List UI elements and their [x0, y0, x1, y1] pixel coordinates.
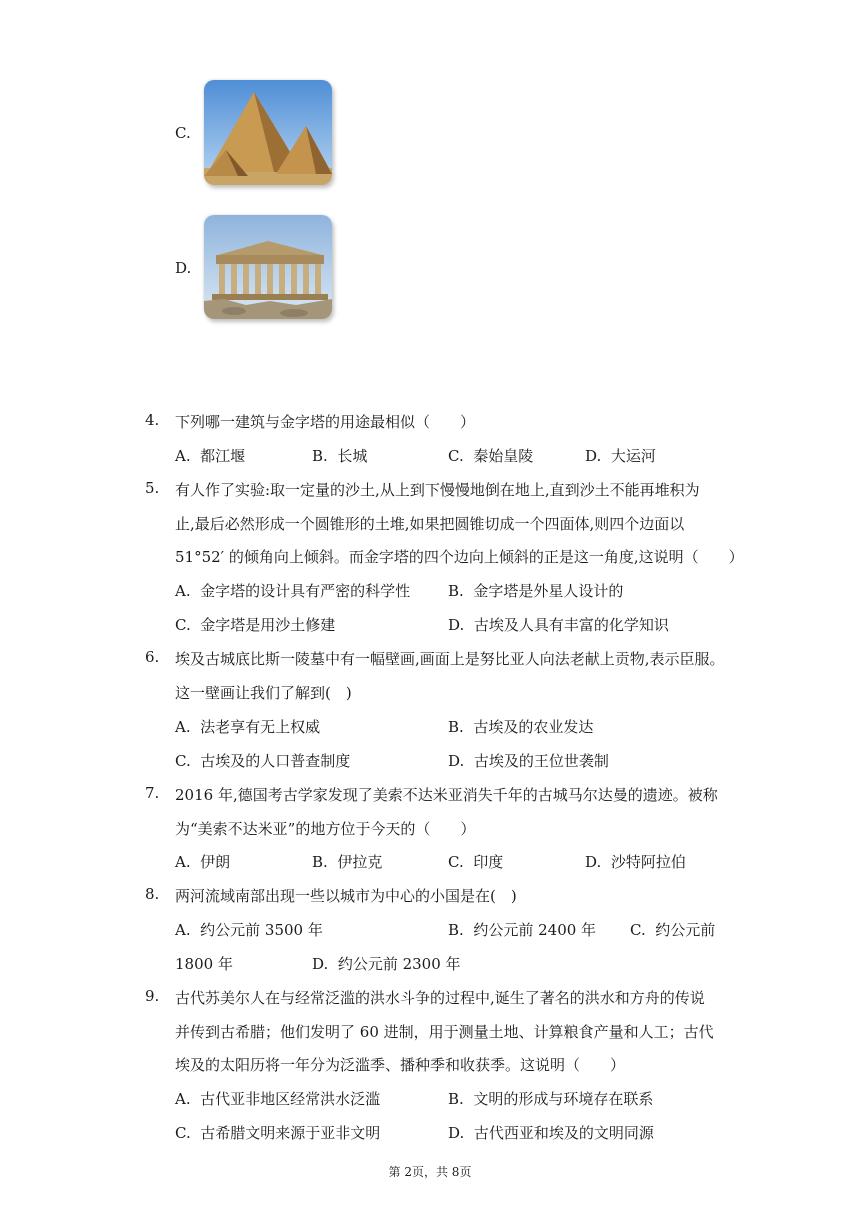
option-letter-c: C.: [175, 124, 191, 142]
option-b: B. 长城: [312, 447, 368, 465]
option-d: D. 古埃及人具有丰富的化学知识: [448, 616, 669, 634]
option-a: A. 伊朗: [175, 853, 231, 871]
question-stem: 51°52′ 的倾角向上倾斜。而金字塔的四个边向上倾斜的正是这一角度,这说明（ ）: [175, 548, 744, 566]
option-b: B. 古埃及的农业发达: [448, 718, 594, 736]
option-a: A. 都江堰: [175, 447, 246, 465]
option-c-continued: 1800 年: [175, 955, 233, 973]
question-number: 5.: [145, 479, 160, 497]
option-c: C. 约公元前: [630, 921, 716, 939]
option-c: C. 金字塔是用沙土修建: [175, 616, 336, 634]
pyramids-image: [204, 80, 332, 185]
question-stem: 2016 年,德国考古学家发现了美索不达米亚消失千年的古城马尔达曼的遗迹。被称: [175, 786, 718, 804]
question-stem: 埃及的太阳历将一年分为泛滥季、播种季和收获季。这说明（ ）: [175, 1056, 626, 1074]
option-letter-d: D.: [175, 259, 192, 277]
question-stem: 下列哪一建筑与金字塔的用途最相似（ ）: [175, 413, 476, 431]
question-number: 8.: [145, 885, 160, 903]
question-stem: 埃及古城底比斯一陵墓中有一幅壁画,画面上是努比亚人向法老献上贡物,表示臣服。: [175, 650, 725, 668]
question-stem: 并传到古希腊；他们发明了 60 进制，用于测量土地、计算粮食产量和人工；古代: [175, 1023, 714, 1041]
question-number: 6.: [145, 648, 160, 666]
option-d: D. 古代西亚和埃及的文明同源: [448, 1124, 654, 1142]
option-a: A. 金字塔的设计具有严密的科学性: [175, 582, 411, 600]
question-stem: 止,最后必然形成一个圆锥形的土堆,如果把圆锥切成一个四面体,则四个边面以: [175, 515, 685, 533]
option-d: D. 古埃及的王位世袭制: [448, 752, 609, 770]
question-stem: 这一壁画让我们了解到( ): [175, 684, 352, 702]
question-number: 4.: [145, 411, 160, 429]
parthenon-image: [204, 215, 332, 319]
option-b: B. 金字塔是外星人设计的: [448, 582, 624, 600]
question-number: 9.: [145, 987, 160, 1005]
option-d: D. 沙特阿拉伯: [585, 853, 686, 871]
question-stem: 有人作了实验:取一定量的沙土,从上到下慢慢地倒在地上,直到沙土不能再堆积为: [175, 481, 700, 499]
question-number: 7.: [145, 784, 160, 802]
option-c: C. 秦始皇陵: [448, 447, 534, 465]
option-b: B. 文明的形成与环境存在联系: [448, 1090, 654, 1108]
option-b: B. 伊拉克: [312, 853, 383, 871]
question-stem: 古代苏美尔人在与经常泛滥的洪水斗争的过程中,诞生了著名的洪水和方舟的传说: [175, 989, 705, 1007]
option-c: C. 印度: [448, 853, 504, 871]
option-c: C. 古埃及的人口普查制度: [175, 752, 351, 770]
option-a: A. 古代亚非地区经常洪水泛滥: [175, 1090, 381, 1108]
option-c: C. 古希腊文明来源于亚非文明: [175, 1124, 381, 1142]
question-stem: 为“美索不达米亚”的地方位于今天的（ ）: [175, 820, 476, 838]
option-a: A. 约公元前 3500 年: [175, 921, 323, 939]
question-stem: 两河流域南部出现一些以城市为中心的小国是在( ): [175, 887, 517, 905]
option-b: B. 约公元前 2400 年: [448, 921, 597, 939]
option-d: D. 约公元前 2300 年: [312, 955, 461, 973]
page-footer: 第 2页，共 8页: [388, 1165, 472, 1179]
option-d: D. 大运河: [585, 447, 656, 465]
option-a: A. 法老享有无上权威: [175, 718, 321, 736]
